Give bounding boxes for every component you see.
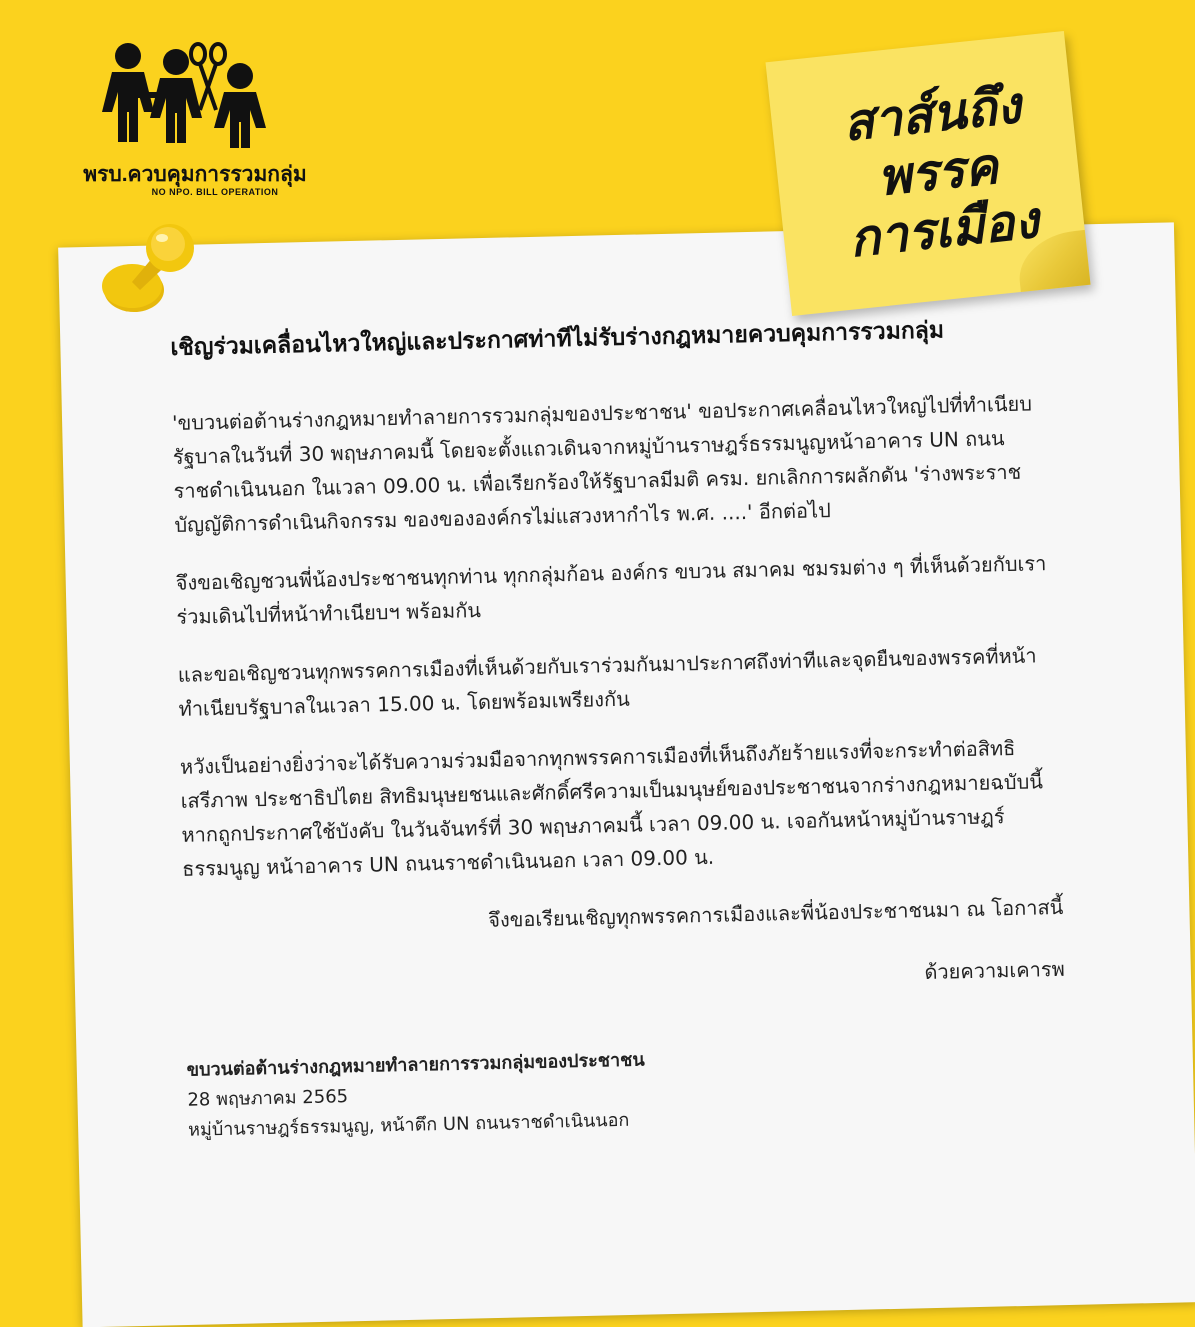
sticky-line: การเมือง bbox=[846, 191, 1042, 268]
signature-org: ขบวนต่อต้านร่างกฎหมายทำลายการรวมกลุ่มของประชาชน bbox=[186, 1049, 645, 1081]
letter-closing: ด้วยความเคารพ bbox=[924, 956, 1065, 985]
letter-paragraph: จึงขอเชิญชวนพี่น้องประชาชนทุกท่าน ทุกกลุ่มก้อน องค์กร ขบวน สมาคม ชมรมต่าง ๆ ที่เห็นด้วยกับเราร่วมเดินไปที่หน้าทำเนียบฯ พร้อมกัน bbox=[175, 551, 1047, 629]
letter-invitation: จึงขอเรียนเชิญทุกพรรคการเมืองและพี่น้องประชาชนมา ณ โอกาสนี้ bbox=[487, 894, 1064, 932]
signature-place: หมู่บ้านราษฎร์ธรรมนูญ, หน้าตึก UN ถนนราชดำเนินนอก bbox=[187, 1109, 630, 1141]
logo-subtitle: NO NPO. BILL OPERATION bbox=[151, 187, 279, 197]
signature-date: 28 พฤษภาคม 2565 bbox=[187, 1086, 349, 1111]
push-pin-icon bbox=[92, 218, 202, 328]
letter-content bbox=[170, 310, 1068, 1146]
sticky-note-text bbox=[819, 74, 1056, 270]
letter-paragraph: และขอเชิญชวนทุกพรรคการเมืองที่เห็นด้วยกับเราร่วมกันมาประกาศถึงท่าทีและจุดยืนของพรรคที่หน้าทำเนียบรัฐบาลในเวลา 15.00 น. โดยพร้อมเพรียงกัน bbox=[177, 643, 1037, 721]
letter-paragraph: หวังเป็นอย่างยิ่งว่าจะได้รับความร่วมมือจากทุกพรรคการเมืองที่เห็นถึงภัยร้ายแรงที่จะกระทำต่อสิทธิ เสรีภาพ ประชาธิปไตย สิทธิมนุษยชนและศักดิ์ศรีความเป็นมนุษย์ของประชาชนจากร่างกฎหมายฉบับนี้หากถูกประกาศใช้บังคับ ในวันจันทร์ที่ 30 พฤษภาคมนี้ เวลา 09.00 น. เจอกันหน้าหมู่บ้านราษฎร์ธรรมนูญ หน้าอาคาร UN ถนนราชดำเนินนอก เวลา 09.00 น. bbox=[179, 735, 1044, 881]
logo-title: พรบ.ควบคุมการรวมกลุ่ม bbox=[83, 163, 307, 186]
sticky-line: สาส์นถึง bbox=[840, 77, 1024, 152]
sticky-note bbox=[765, 31, 1090, 316]
three-people-scissors-icon bbox=[98, 40, 278, 150]
letter-title: เชิญร่วมเคลื่อนไหวใหญ่และประกาศท่าทีไม่รับร่างกฎหมายควบคุมการรวมกลุ่ม bbox=[170, 317, 945, 361]
letter-paragraph: 'ขบวนต่อต้านร่างกฎหมายทำลายการรวมกลุ่มของประชาชน' ขอประกาศเคลื่อนไหวใหญ่ไปที่ทำเนียบรัฐบาลในวันที่ 30 พฤษภาคมนี้ โดยจะตั้งแถวเดินจากหมู่บ้านราษฎร์ธรรมนูญหน้าอาคาร UN ถนนราชดำเนินนอก ในเวลา 09.00 น. เพื่อเรียกร้องให้รัฐบาลมีมติ ครม. ยกเลิกการผลักดัน 'ร่างพระราชบัญญัติการดำเนินกิจกรรม ของขององค์กรไม่แสวงหากำไร พ.ศ. ....' อีกต่อไป bbox=[171, 391, 1033, 537]
logo bbox=[60, 40, 330, 210]
sticky-line: พรรค bbox=[875, 137, 1001, 207]
